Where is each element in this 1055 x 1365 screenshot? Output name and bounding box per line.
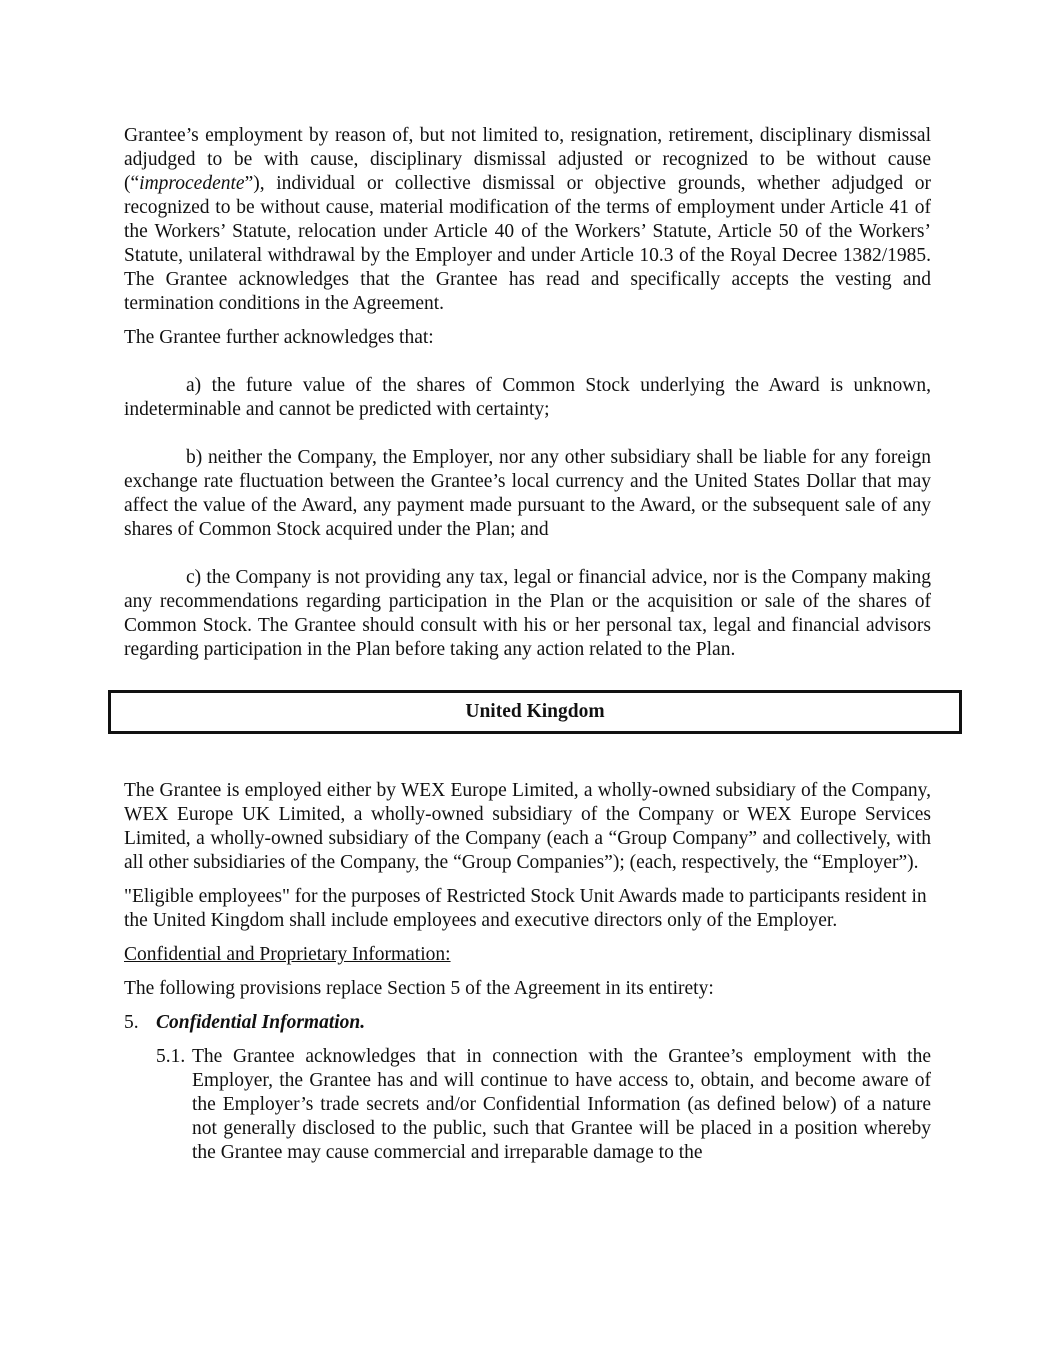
subsection-text: The Grantee acknowledges that in connection with the Grantee’s employment with the Employer, the Grantee has and will continue to have access to, obtain, and become aware of the Employer’s trade secrets and/or Confidential Information (as defined below) of a nature not generally disclosed to the public, such that Grantee will be placed in a position whereby the Grantee may cause commercial and irreparable damage to the <box>192 1046 931 1163</box>
acknowledgement-intro: The Grantee further acknowledges that: <box>124 327 434 348</box>
spain-section <box>124 124 931 662</box>
termination-text-start: Grantee’s employment by reason of, but not limited to, resignation, retirement, disciplinary dismissal adjudged to be with cause, disciplinary dismissal adjusted or recognized to be without cause (“ <box>124 125 931 194</box>
section-number: 5. <box>124 1012 139 1033</box>
uk-section <box>124 779 931 1165</box>
section-title: Confidential Information. <box>156 1012 366 1033</box>
country-heading-box <box>108 690 962 734</box>
acknowledgement-item-a: a) the future value of the shares of Common Stock underlying the Award is unknown, indeterminable and cannot be predicted with certainty; <box>124 375 931 420</box>
subsection-number: 5.1. <box>156 1046 186 1067</box>
employer-paragraph: The Grantee is employed either by WEX Europe Limited, a wholly-owned subsidiary of the Company, WEX Europe UK Limited, a wholly-owned subsidiary of the Company or WEX Europe Services Limited, a wholly-owned subsidiary of the Company (each a “Group Company” and collectively, with all other subsidiaries of the Company, the “Group Companies”); (each, respectively, the “Employer”). <box>124 780 931 873</box>
improcedente-term: improcedente <box>139 173 245 194</box>
replacement-provisions-paragraph: The following provisions replace Section 5 of the Agreement in its entirety: <box>124 978 714 999</box>
section-5-heading <box>124 1011 931 1035</box>
subsection-5-1 <box>124 1045 931 1165</box>
country-heading: United Kingdom <box>465 701 605 722</box>
acknowledgement-item-c: c) the Company is not providing any tax, legal or financial advice, nor is the Company making any recommendations regarding participation in the Plan or the acquisition or sale of the shares of Common Stock. The Grantee should consult with his or her personal tax, legal and financial advisors regarding participation in the Plan before taking any action related to the Plan. <box>124 567 931 660</box>
acknowledgement-item-b: b) neither the Company, the Employer, nor any other subsidiary shall be liable for any foreign exchange rate fluctuation between the Grantee’s local currency and the United States Dollar that may affect the value of the Award, any payment made pursuant to the Award, or the subsequent sale of any shares of Common Stock acquired under the Plan; and <box>124 447 931 540</box>
termination-text-end: ”), individual or collective dismissal or objective grounds, whether adjudged or recognized to be without cause, material modification of the terms of employment under Article 41 of the Workers’ Statute, relocation under Article 40 of the Workers’ Statute, Article 50 of the Workers’ Statute, unilateral withdrawal by the Employer and under Article 10.3 of the Royal Decree 1382/1985. The Grantee acknowledges that the Grantee has read and specifically accepts the vesting and termination conditions in the Agreement. <box>124 173 931 314</box>
confidential-info-subheading: Confidential and Proprietary Information: <box>124 944 451 965</box>
termination-paragraph <box>124 124 931 316</box>
eligible-employees-paragraph: "Eligible employees" for the purposes of Restricted Stock Unit Awards made to participants resident in the United Kingdom shall include employees and executive directors only of the Employer. <box>124 886 927 931</box>
